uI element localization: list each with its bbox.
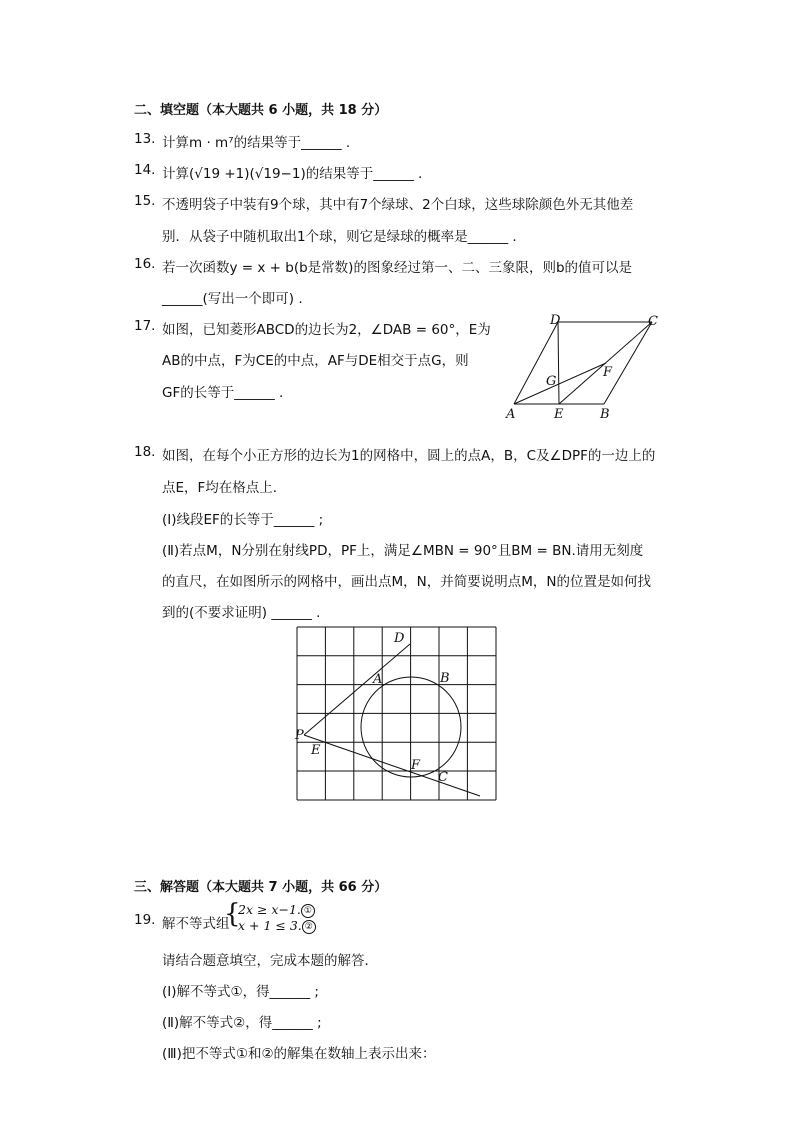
label-e: E	[311, 743, 321, 758]
label-g: G	[546, 374, 557, 389]
label-d: D	[394, 631, 405, 646]
label-e: E	[554, 407, 564, 422]
question-number: 13.	[134, 131, 156, 147]
rhombus-figure	[500, 308, 670, 423]
label-a: A	[373, 672, 383, 687]
question-text: 如图，已知菱形ABCD的边长为2，∠DAB = 60°，E为	[162, 322, 491, 338]
question-text: 不透明袋子中装有9个球，其中有7个绿球、2个白球，这些球除颜色外无其他差	[162, 197, 634, 213]
question-text: GF的长等于______ .	[162, 385, 284, 401]
label-c: C	[438, 770, 448, 785]
segment-af	[514, 363, 606, 404]
question-text: 的直尺，在如图所示的网格中，画出点M，N，并简要说明点M，N的位置是如何找	[162, 574, 651, 590]
question-number: 17.	[134, 318, 156, 334]
grid-figure	[290, 622, 505, 807]
section-title: 二、填空题（本大题共 6 小题，共 18 分）	[134, 103, 388, 118]
question-number: 16.	[134, 256, 156, 272]
label-f: F	[603, 365, 613, 380]
segment-bc	[604, 322, 652, 404]
question-text: AB的中点，F为CE的中点，AF与DE相交于点G，则	[162, 353, 469, 369]
ray-pd	[304, 644, 410, 735]
inequality-1: 2x ≥ x−1. ①	[238, 902, 315, 918]
question-text: 解不等式组	[162, 916, 230, 932]
question-text: (Ⅰ)解不等式①，得______ ;	[162, 984, 319, 1000]
label-p: P	[295, 728, 304, 743]
question-text: 计算m · m⁷的结果等于______ .	[162, 135, 351, 151]
question-text: ______(写出一个即可) .	[162, 291, 303, 307]
question-number: 15.	[134, 193, 156, 209]
label-d: D	[550, 313, 561, 328]
label-b: B	[440, 671, 450, 686]
inequality-2: x + 1 ≤ 3. ②	[238, 918, 316, 934]
label-f: F	[411, 758, 421, 773]
question-text: (Ⅱ)若点M，N分别在射线PD，PF上，满足∠MBN = 90°且BM = BN.请用无刻度	[162, 543, 644, 559]
question-text: (Ⅱ)解不等式②，得______ ;	[162, 1015, 322, 1031]
question-number: 14.	[134, 162, 156, 178]
label-b: B	[600, 407, 610, 422]
question-text: 若一次函数y = x + b(b是常数)的图象经过第一、二、三象限，则b的值可以是	[162, 260, 633, 276]
label-a: A	[506, 407, 516, 422]
label-c: C	[648, 314, 658, 329]
question-text: 请结合题意填空，完成本题的解答．	[162, 953, 378, 969]
question-text: 计算(√19 +1)(√19−1)的结果等于______ .	[162, 166, 423, 182]
question-text: 点E，F均在格点上．	[162, 480, 287, 496]
question-text: (Ⅰ)线段EF的长等于______ ;	[162, 512, 324, 528]
question-number: 19.	[134, 912, 156, 928]
ray-pf	[304, 735, 480, 796]
segment-da	[514, 322, 558, 404]
question-number: 18.	[134, 444, 156, 460]
left-brace: {	[224, 899, 241, 929]
segment-de	[558, 322, 559, 404]
question-text: 如图，在每个小正方形的边长为1的网格中，圆上的点A，B，C及∠DPF的一边上的	[162, 448, 656, 464]
section-title: 三、解答题（本大题共 7 小题，共 66 分）	[134, 880, 388, 895]
question-text: 到的(不要求证明) ______ .	[162, 605, 321, 621]
question-text: (Ⅲ)把不等式①和②的解集在数轴上表示出来：	[162, 1046, 436, 1062]
question-text: 别．从袋子中随机取出1个球，则它是绿球的概率是______ .	[162, 229, 517, 245]
